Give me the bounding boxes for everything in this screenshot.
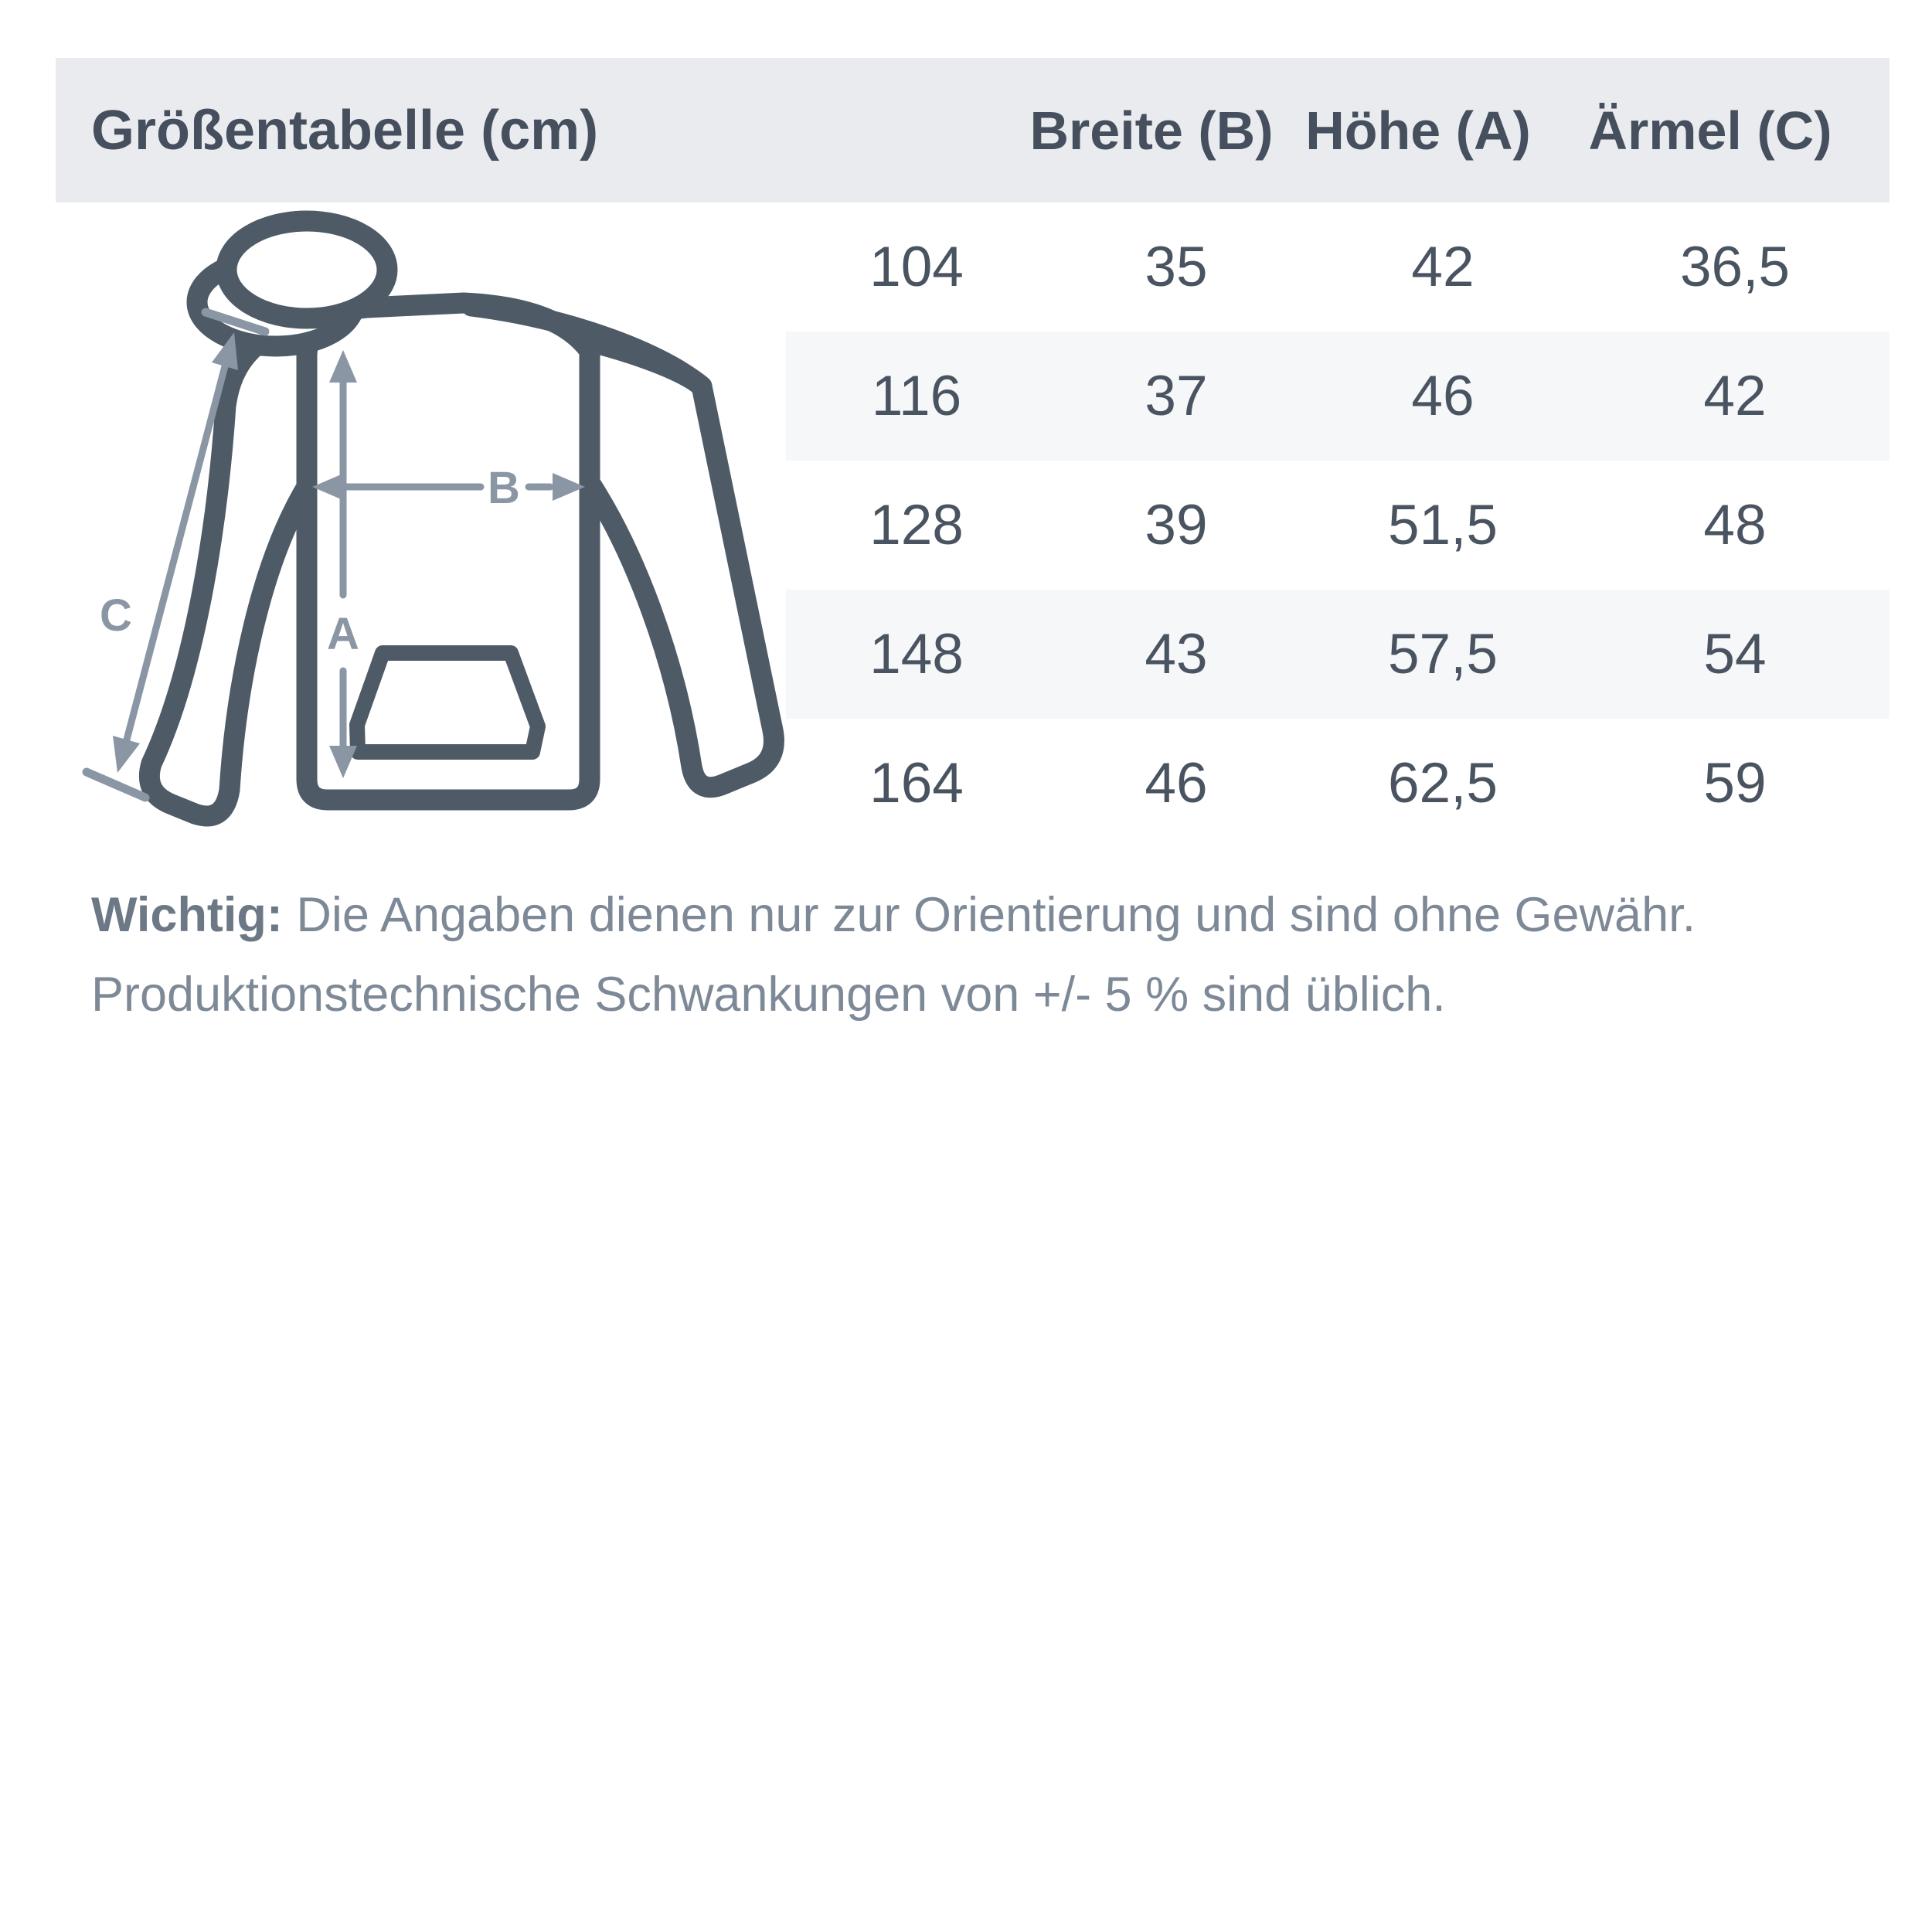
table-row-164 <box>786 719 1889 848</box>
cell-size: 116 <box>871 365 962 427</box>
hoodie-measurement-diagram <box>58 197 800 850</box>
cell-hoehe: 51,5 <box>1387 494 1498 556</box>
column-header-breite: Breite (B) <box>1029 100 1274 161</box>
cell-size: 104 <box>869 236 964 298</box>
cell-breite: 39 <box>1145 494 1208 556</box>
column-headers <box>761 58 1865 202</box>
column-header-hoehe: Höhe (A) <box>1305 100 1531 161</box>
cell-size: 148 <box>869 623 964 685</box>
disclaimer-text-2: Produktionstechnische Schwankungen von +/- 5 % sind üblich. <box>91 968 1446 1022</box>
cell-aermel: 48 <box>1703 494 1767 556</box>
size-table-rows <box>786 202 1889 848</box>
kangaroo-pocket <box>357 653 538 752</box>
cell-hoehe: 62,5 <box>1387 752 1498 815</box>
cell-breite: 43 <box>1145 623 1208 685</box>
disclaimer-line-1 <box>91 876 1884 955</box>
cell-breite: 46 <box>1145 752 1208 815</box>
disclaimer-text-1: Die Angaben dienen nur zur Orientierung und sind ohne Gewähr. <box>282 888 1696 942</box>
table-row-148 <box>786 590 1889 719</box>
measure-label-b: B <box>488 463 520 513</box>
disclaimer-line-2 <box>91 955 1884 1035</box>
table-header-band <box>56 58 1889 202</box>
disclaimer-prefix: Wichtig: <box>91 888 283 942</box>
column-header-aermel: Ärmel (C) <box>1588 100 1832 161</box>
table-row-128 <box>786 461 1889 590</box>
table-row-104 <box>786 202 1889 332</box>
cell-hoehe: 57,5 <box>1387 623 1498 685</box>
page-title: Größentabelle (cm) <box>91 99 599 162</box>
cell-size: 164 <box>869 752 964 815</box>
cell-breite: 37 <box>1145 365 1208 427</box>
cell-aermel: 42 <box>1703 365 1767 427</box>
disclaimer-note <box>91 876 1884 1035</box>
cell-hoehe: 46 <box>1411 365 1475 427</box>
hood-outer-ring <box>226 221 387 318</box>
cell-aermel: 54 <box>1703 623 1767 685</box>
cell-hoehe: 42 <box>1411 236 1475 298</box>
cell-breite: 35 <box>1145 236 1208 298</box>
cell-aermel: 36,5 <box>1679 236 1791 298</box>
cell-aermel: 59 <box>1703 752 1767 815</box>
table-row-116 <box>786 332 1889 461</box>
measure-label-c: C <box>100 590 132 641</box>
measure-c-tick-bottom <box>87 772 145 798</box>
measure-c-arrowhead-bottom <box>113 736 140 773</box>
cell-size: 128 <box>869 494 964 556</box>
measure-label-a: A <box>327 609 359 659</box>
